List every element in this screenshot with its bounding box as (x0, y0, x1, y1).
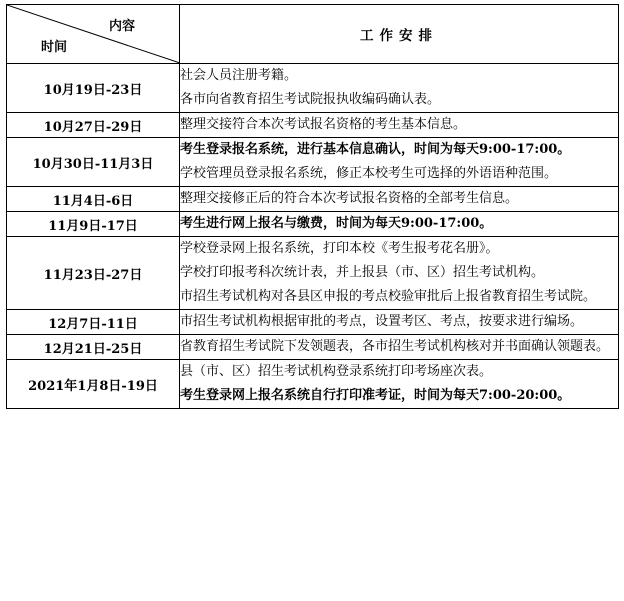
table-row (7, 335, 619, 360)
work-cell (180, 187, 619, 212)
date-cell: 10月19日-23日 (7, 64, 180, 113)
diagonal-header-cell (7, 5, 180, 64)
schedule-table (6, 4, 619, 409)
work-cell (180, 237, 619, 310)
date-cell: 10月27日-29日 (7, 113, 180, 138)
work-line: 考生进行网上报名与缴费，时间为每天9:00-17:00。 (180, 216, 493, 231)
content-label: 内容 (108, 19, 135, 34)
work-line: 社会人员注册考籍。 (180, 68, 298, 83)
table-row (7, 64, 619, 113)
work-cell (180, 138, 619, 187)
work-cell (180, 64, 619, 113)
work-line: 市招生考试机构根据审批的考点，设置考区、考点，按要求进行编场。 (180, 314, 584, 329)
work-cell (180, 310, 619, 335)
arrangement-header: 工作安排 (180, 5, 619, 64)
table-row (7, 212, 619, 237)
work-cell (180, 212, 619, 237)
table-row (7, 310, 619, 335)
work-line: 省教育招生考试院下发领题表，各市招生考试机构核对并书面确认领题表。 (180, 339, 610, 354)
work-line: 学校管理员登录报名系统，修正本校考生可选择的外语语种范围。 (180, 166, 558, 181)
table-row (7, 360, 619, 409)
table-row (7, 187, 619, 212)
work-line: 各市向省教育招生考试院报执收编码确认表。 (180, 92, 441, 107)
date-cell: 11月4日-6日 (7, 187, 180, 212)
table-row (7, 138, 619, 187)
work-line: 县（市、区）招生考试机构登录系统打印考场座次表。 (180, 364, 493, 379)
work-line: 整理交接修正后的符合本次考试报名资格的全部考生信息。 (180, 191, 519, 206)
work-cell (180, 113, 619, 138)
date-cell: 10月30日-11月3日 (7, 138, 180, 187)
date-cell: 11月23日-27日 (7, 237, 180, 310)
date-cell: 12月7日-11日 (7, 310, 180, 335)
date-cell: 11月9日-17日 (7, 212, 180, 237)
header-row (7, 5, 619, 64)
date-cell: 12月21日-25日 (7, 335, 180, 360)
table-row (7, 113, 619, 138)
time-label: 时间 (41, 40, 68, 55)
date-cell: 2021年1月8日-19日 (7, 360, 180, 409)
work-line: 整理交接符合本次考试报名资格的考生基本信息。 (180, 117, 467, 132)
work-line: 考生登录网上报名系统自行打印准考证，时间为每天7:00-20:00。 (180, 388, 571, 403)
work-cell (180, 335, 619, 360)
work-line: 市招生考试机构对各县区申报的考点校验审批后上报省教育招生考试院。 (180, 289, 597, 304)
work-cell (180, 360, 619, 409)
table-row (7, 237, 619, 310)
work-line: 考生登录报名系统，进行基本信息确认，时间为每天9:00-17:00。 (180, 142, 571, 157)
work-line: 学校打印报考科次统计表，并上报县（市、区）招生考试机构。 (180, 265, 545, 280)
diagonal-line (7, 5, 180, 63)
work-line: 学校登录网上报名系统，打印本校《考生报考花名册》。 (180, 241, 499, 256)
